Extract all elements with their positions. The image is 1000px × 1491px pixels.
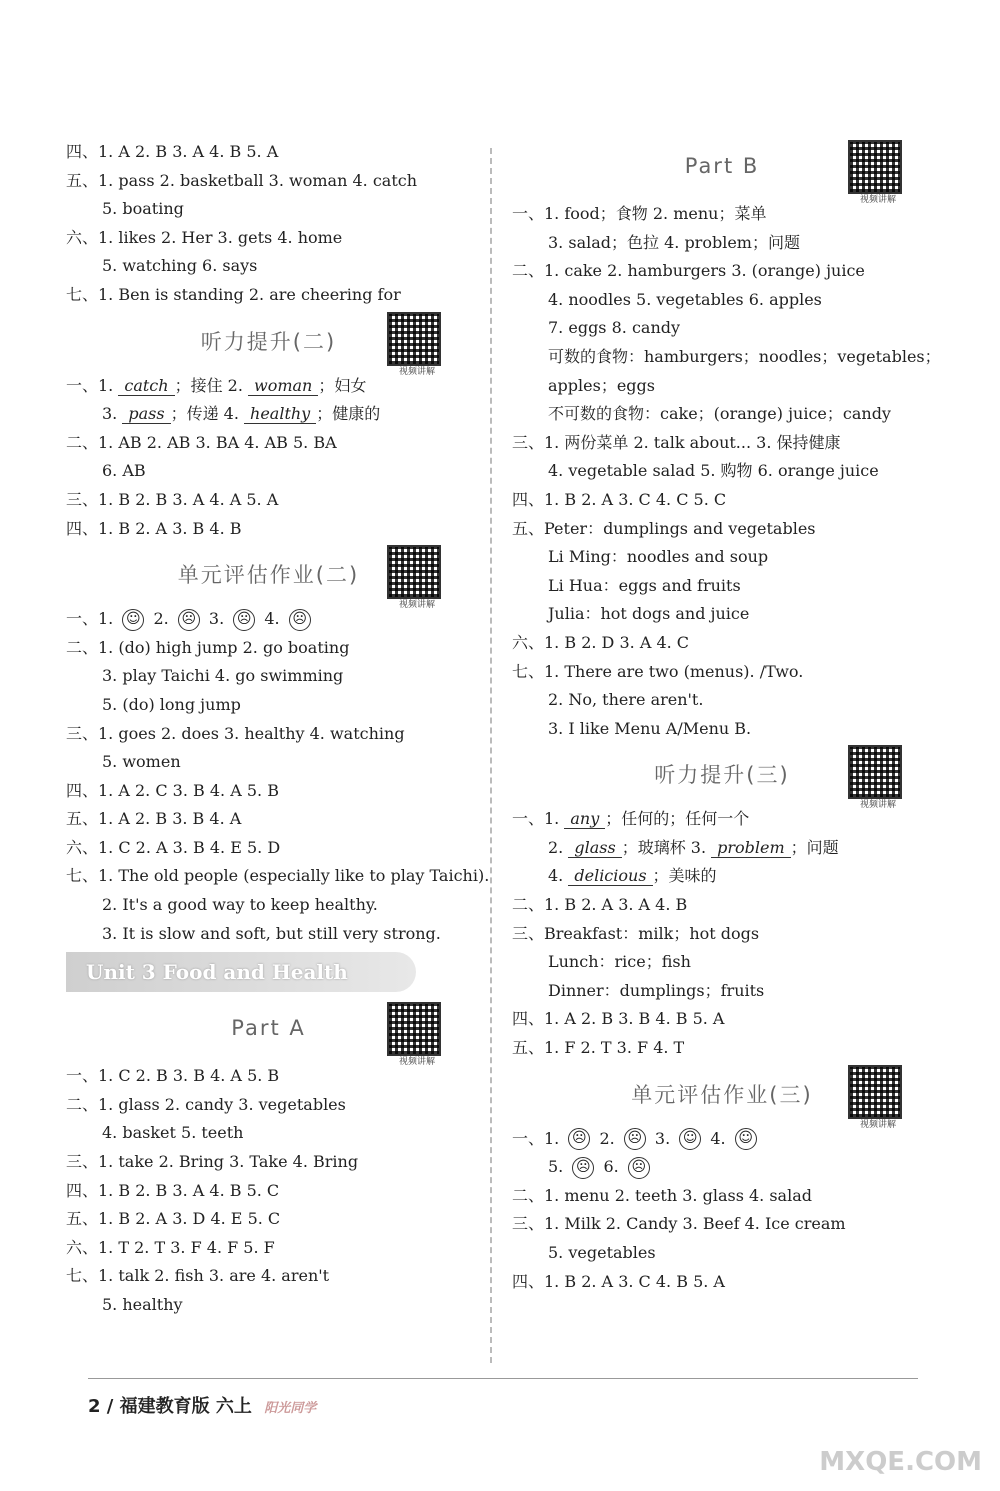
answer-line: 3. It is slow and soft, but still very strong. — [102, 923, 441, 943]
handwritten-word: woman — [248, 376, 318, 396]
answer-line: 三、1. take 2. Bring 3. Take 4. Bring — [66, 1152, 359, 1172]
answer-line: 5. (do) long jump — [102, 694, 241, 714]
answer-number: 2. — [148, 609, 174, 629]
answer-line: 4. vegetable salad 5. 购物 6. orange juice — [548, 461, 879, 481]
section-title: 听力提升(二) — [200, 329, 337, 354]
answer-line: 不可数的食物：cake；(orange) juice；candy — [548, 404, 891, 424]
qr-label: 视频讲解 — [859, 1119, 896, 1130]
handwritten-word: pass — [122, 404, 170, 424]
answer-line: 一、1. C 2. B 3. B 4. A 5. B — [66, 1066, 280, 1086]
answer-line: 六、1. T 2. T 3. F 4. F 5. F — [66, 1237, 275, 1257]
answer-line: Julia：hot dogs and juice — [548, 604, 750, 624]
answer-line: 五、1. A 2. B 3. B 4. A — [66, 809, 242, 829]
answer-meaning: ；美味的 — [652, 866, 717, 886]
smile-face-icon: ☺ — [679, 1128, 701, 1150]
handwritten-word: problem — [711, 838, 791, 858]
brand-logo: 阳光同学 — [264, 1401, 317, 1416]
section-heading — [66, 310, 471, 377]
answer-line: 三、Breakfast：milk；hot dogs — [512, 923, 760, 943]
answer-line: 四、1. B 2. B 3. A 4. B 5. C — [66, 1180, 280, 1200]
handwritten-word: delicious — [568, 866, 652, 886]
handwriting-line — [66, 400, 471, 429]
smile-face-icon: ☺ — [735, 1128, 757, 1150]
answer-line: 六、1. B 2. D 3. A 4. C — [512, 632, 690, 652]
qr-code-icon — [387, 312, 441, 366]
answer-number: 6. — [598, 1157, 624, 1177]
unit-banner: Unit 3 Food and Health — [66, 952, 416, 992]
answer-prefix: 3. — [102, 404, 123, 424]
answer-meaning: ；妇女 — [318, 375, 367, 395]
frown-face-icon: ☹ — [289, 609, 311, 631]
answer-line: 3. salad；色拉 4. problem；问题 — [548, 232, 800, 252]
section-title: Part A — [231, 1016, 306, 1041]
answer-line: 三、1. goes 2. does 3. healthy 4. watching — [66, 723, 405, 743]
answer-number: 3. — [649, 1128, 676, 1148]
qr-label: 视频讲解 — [398, 1057, 435, 1068]
footer-rule — [88, 1378, 918, 1379]
face-answers — [512, 1153, 932, 1182]
edition-label: 福建教育版 六上 — [119, 1396, 252, 1417]
answer-meaning: ；健康的 — [316, 404, 381, 424]
answer-line: 3. play Taichi 4. go swimming — [102, 666, 344, 686]
answer-line: 二、1. cake 2. hamburgers 3. (orange) juice — [512, 261, 865, 281]
qr-label: 视频讲解 — [398, 366, 435, 377]
smile-face-icon: ☺ — [122, 609, 144, 631]
section-title: 单元评估作业(三) — [631, 1082, 813, 1107]
answer-line: 五、1. F 2. T 3. F 4. T — [512, 1038, 685, 1058]
section-title: 单元评估作业(二) — [177, 563, 360, 588]
answer-line: 二、1. menu 2. teeth 3. glass 4. salad — [512, 1185, 812, 1205]
handwritten-word: glass — [568, 838, 621, 858]
page-number: 2 — [88, 1396, 101, 1417]
qr-label: 视频讲解 — [859, 195, 896, 205]
answer-prefix: 一、1. — [66, 609, 119, 629]
answer-number: 2. — [594, 1128, 620, 1148]
answer-prefix: 4. — [548, 866, 569, 886]
right-column — [512, 138, 941, 1296]
qr-label: 视频讲解 — [398, 600, 435, 611]
handwritten-word: catch — [118, 376, 174, 396]
answer-line: 四、1. A 2. B 3. A 4. B 5. A — [66, 142, 279, 161]
answer-meaning: ；问题 — [790, 837, 839, 857]
answer-line: 五、1. pass 2. basketball 3. woman 4. catch — [66, 170, 418, 190]
answer-meaning: ；传递 4. — [170, 404, 245, 424]
answer-line: 一、1. food；食物 2. menu；菜单 — [512, 204, 767, 223]
answer-prefix: 一、1. — [66, 375, 119, 395]
section-heading — [512, 138, 932, 205]
answer-line: 2. No, there aren't. — [548, 690, 704, 710]
watermark: MXQE.COM — [819, 1447, 982, 1477]
frown-face-icon: ☹ — [568, 1128, 590, 1150]
frown-face-icon: ☹ — [178, 609, 200, 631]
qr-code-icon — [848, 140, 902, 194]
frown-face-icon: ☹ — [628, 1157, 650, 1179]
answer-line: 七、1. There are two (menus). /Two. — [512, 661, 804, 681]
answer-number: 3. — [203, 609, 230, 629]
qr-code-icon — [848, 745, 902, 799]
answer-line: 三、1. B 2. B 3. A 4. A 5. A — [66, 489, 279, 509]
answer-line: 四、1. B 2. A 3. C 4. C 5. C — [512, 489, 727, 509]
answer-line: 4. basket 5. teeth — [102, 1123, 244, 1143]
answer-number: 4. — [259, 609, 285, 629]
answer-line: 四、1. A 2. B 3. B 4. B 5. A — [512, 1009, 725, 1029]
answer-line: Dinner：dumplings；fruits — [548, 980, 765, 1000]
frown-face-icon: ☹ — [572, 1157, 594, 1179]
answer-line: Li Hua：eggs and fruits — [548, 575, 741, 595]
answer-line: 七、1. Ben is standing 2. are cheering for — [66, 284, 401, 304]
answer-line: Li Ming：noodles and soup — [548, 547, 769, 567]
answer-line: 5. watching 6. says — [102, 256, 258, 276]
answer-line: 四、1. B 2. A 3. C 4. B 5. A — [512, 1271, 725, 1291]
answer-line: 五、Peter：dumplings and vegetables — [512, 518, 816, 538]
answer-line: 二、1. glass 2. candy 3. vegetables — [66, 1094, 346, 1114]
answer-line: 四、1. B 2. A 3. B 4. B — [66, 518, 242, 538]
section-title: 听力提升(三) — [654, 763, 790, 788]
answer-meaning: ；接住 2. — [174, 375, 249, 395]
section-title: Part B — [684, 154, 760, 178]
answer-meaning: ；玻璃杯 3. — [621, 837, 712, 857]
answer-line: 二、1. (do) high jump 2. go boating — [66, 637, 350, 657]
answer-line: 六、1. C 2. A 3. B 4. E 5. D — [66, 837, 281, 857]
answer-line: Lunch：rice；fish — [548, 952, 691, 972]
section-heading — [66, 1000, 471, 1068]
qr-code-icon — [848, 1065, 902, 1119]
handwriting-line — [512, 862, 932, 891]
answer-meaning: ；任何的；任何一个 — [605, 809, 750, 829]
answer-line: 四、1. A 2. C 3. B 4. A 5. B — [66, 780, 279, 800]
answer-prefix: 5. — [548, 1157, 569, 1177]
answer-line: 5. vegetables — [548, 1243, 656, 1262]
answer-line: 5. women — [102, 752, 181, 772]
answer-line: 5. boating — [102, 199, 184, 219]
handwritten-word: any — [564, 809, 605, 829]
handwriting-line — [512, 834, 932, 863]
answer-prefix: 一、1. — [512, 1128, 565, 1148]
answer-line: apples；eggs — [548, 375, 655, 395]
answer-prefix: 2. — [548, 837, 569, 857]
qr-label: 视频讲解 — [859, 800, 896, 811]
section-heading — [512, 743, 932, 811]
qr-code-icon — [387, 1002, 441, 1056]
answer-line: 六、1. likes 2. Her 3. gets 4. home — [66, 227, 343, 247]
answer-number: 4. — [705, 1128, 731, 1148]
answer-line: 6. AB — [102, 461, 146, 481]
page-footer: 2 / 福建教育版 六上 阳光同学 — [88, 1396, 317, 1417]
answer-line: 五、1. B 2. A 3. D 4. E 5. C — [66, 1209, 281, 1229]
section-heading — [512, 1063, 932, 1130]
frown-face-icon: ☹ — [624, 1128, 646, 1150]
answer-line: 三、1. Milk 2. Candy 3. Beef 4. Ice cream — [512, 1214, 846, 1234]
answer-line: 二、1. B 2. A 3. A 4. B — [512, 895, 688, 915]
frown-face-icon: ☹ — [233, 609, 255, 631]
answer-line: 4. noodles 5. vegetables 6. apples — [548, 289, 822, 309]
left-column — [66, 138, 490, 1320]
answer-line: 7. eggs 8. candy — [548, 318, 681, 338]
answer-line: 3. I like Menu A/Menu B. — [548, 718, 752, 738]
qr-code-icon — [387, 545, 441, 599]
answer-line: 七、1. talk 2. fish 3. are 4. aren't — [66, 1266, 330, 1286]
answer-line: 三、1. 两份菜单 2. talk about... 3. 保持健康 — [512, 432, 841, 452]
answer-line: 七、1. The old people (especially like to play Taichi). — [66, 866, 490, 886]
answer-prefix: 一、1. — [512, 809, 565, 829]
handwritten-word: healthy — [244, 404, 316, 424]
answer-line: 2. It's a good way to keep healthy. — [102, 895, 378, 915]
column-divider — [490, 148, 492, 1363]
answer-line: 可数的食物：hamburgers；noodles；vegetables； — [548, 346, 941, 366]
answer-line: 二、1. AB 2. AB 3. BA 4. AB 5. BA — [66, 432, 337, 452]
section-heading — [66, 543, 471, 611]
answer-line: 5. healthy — [102, 1295, 183, 1314]
